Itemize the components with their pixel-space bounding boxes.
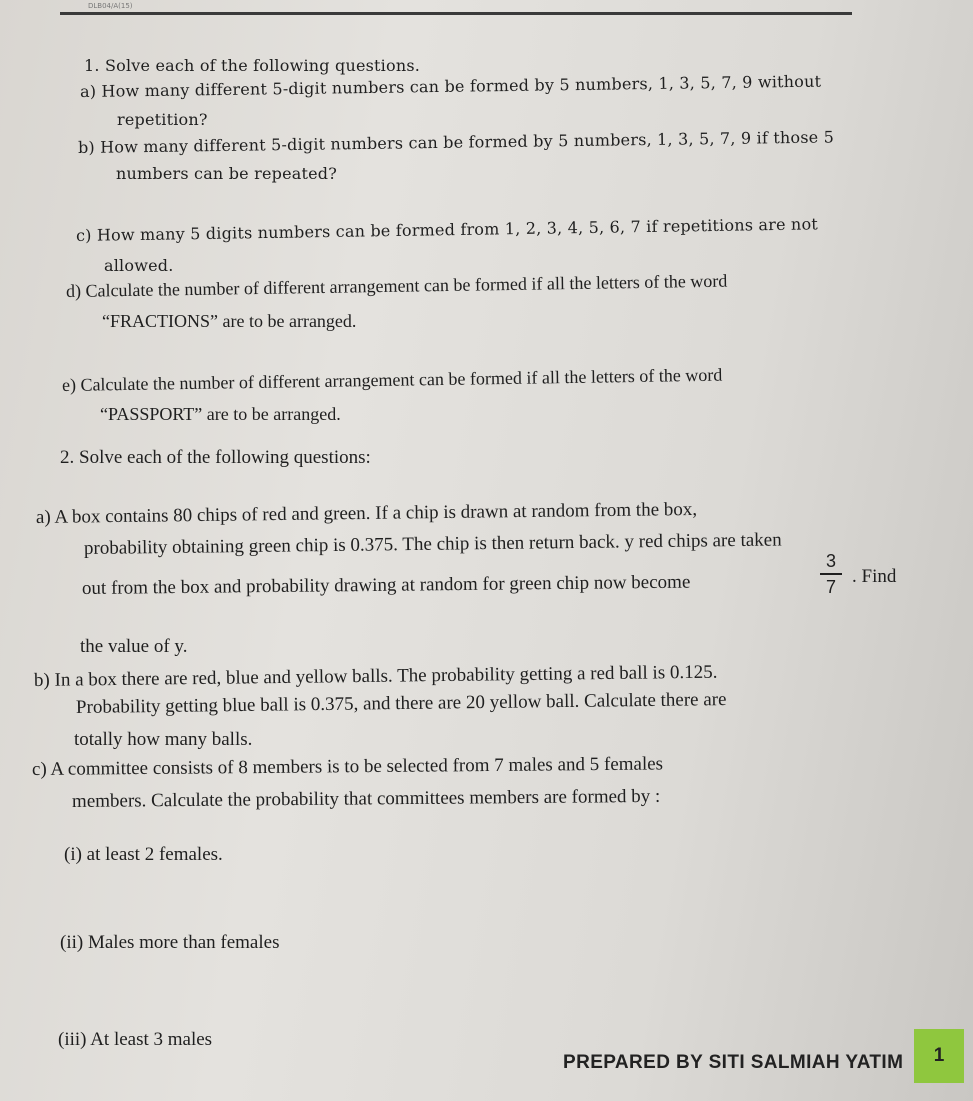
q2a-line2: probability obtaining green chip is 0.375. The chip is then return back. y red chips are taken	[83, 529, 782, 559]
q1b-line1: b) How many different 5-digit numbers can be formed by 5 numbers, 1, 3, 5, 7, 9 if those 5	[77, 127, 835, 157]
q2c-line2: members. Calculate the probability that committees members are formed by :	[71, 785, 661, 812]
q1c-line2: allowed.	[104, 256, 174, 275]
q2b-line3: totally how many balls.	[74, 729, 253, 750]
q1a-line1: a) How many different 5-digit numbers can be formed by 5 numbers, 1, 3, 5, 7, 9 without	[79, 71, 822, 101]
q1e-line2: “PASSPORT” are to be arranged.	[100, 404, 341, 424]
q2a-line4: the value of y.	[80, 636, 188, 657]
q2b-line1: b) In a box there are red, blue and yellow balls. The probability getting a red ball is 0.125.	[33, 661, 718, 691]
q2c-part-iii: (iii) At least 3 males	[58, 1029, 213, 1050]
section-2-title: 2. Solve each of the following questions:	[60, 447, 371, 468]
q1c-line1: c) How many 5 digits numbers can be formed from 1, 2, 3, 4, 5, 6, 7 if repetitions are not	[75, 214, 819, 245]
q1e-line1: e) Calculate the number of different arrangement can be formed if all the letters of the word	[61, 364, 723, 395]
document-code: DLB04/A(15)	[88, 2, 133, 10]
fraction-numerator: 3	[825, 551, 836, 571]
prepared-by: PREPARED BY SITI SALMIAH YATIM	[563, 1052, 904, 1073]
q2c-line1: c) A committee consists of 8 members is to be selected from 7 males and 5 females	[31, 753, 664, 780]
q1b-line2: numbers can be repeated?	[116, 164, 338, 183]
q2a-line3-end: . Find	[852, 566, 897, 587]
q2a-line3: out from the box and probability drawing at random for green chip now become	[81, 571, 691, 599]
q2c-part-ii: (ii) Males more than females	[60, 932, 280, 953]
page-number: 1	[933, 1045, 945, 1066]
section-1-title: 1. Solve each of the following questions.	[84, 56, 421, 75]
header-rule	[60, 12, 852, 15]
fraction-bar	[820, 573, 842, 575]
q1d-line1: d) Calculate the number of different arrangement can be formed if all the letters of the word	[65, 270, 728, 301]
q2b-line2: Probability getting blue ball is 0.375, and there are 20 yellow ball. Calculate there are	[75, 689, 727, 718]
q2c-part-i: (i) at least 2 females.	[64, 844, 223, 865]
q1d-line2: “FRACTIONS” are to be arranged.	[102, 311, 357, 331]
q2a-line1: a) A box contains 80 chips of red and green. If a chip is drawn at random from the box,	[35, 498, 698, 528]
fraction-denominator: 7	[825, 577, 836, 597]
page-number-badge	[914, 1029, 964, 1083]
fraction-three-sevenths	[820, 552, 842, 596]
q1a-line2: repetition?	[117, 110, 208, 129]
